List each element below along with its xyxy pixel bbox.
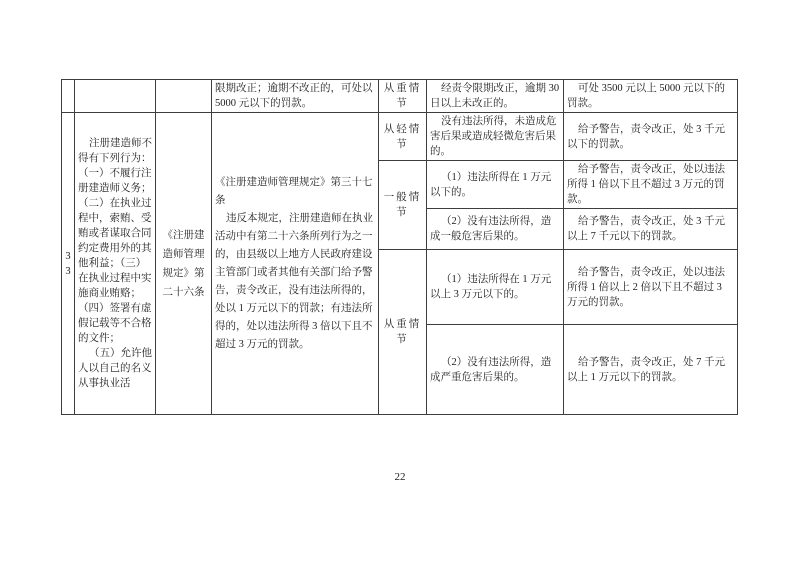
penalty-basis-body: 违反本规定，注册建造师在执业活动中有第二十六条所列行为之一的，由县级以上地方人民政府建设主管部门或者其他有关部门给予警告，责令改正，没有违法所得的，处以 1 万元以下的罚款；有违法所得的，处以违法所得 3 倍以下且不超过 3 万元的罚款。 [215, 212, 374, 350]
row33-number: 33 [62, 113, 75, 415]
severity-label-general: 一般情节 [379, 161, 427, 250]
aggravated-standard-2-text: 给予警告，责令改正，处 7 千元以上 1 万元以下的罚款。 [567, 356, 726, 383]
general-standard-2-text: 给予警告，责令改正，处 3 千元以上 7 千元以下的罚款。 [567, 216, 726, 242]
carryover-no-cell [62, 80, 75, 113]
aggravated-circumstance-2 [427, 325, 564, 415]
general-standard-1-text: 给予警告，责令改正，处以违法所得 1 倍以下且不超过 3 万元的罚款。 [567, 164, 726, 205]
general-circumstance-1-text: （1）违法所得在 1 万元以下的。 [430, 171, 552, 198]
general-circumstance-2 [427, 209, 564, 250]
penalty-table [61, 79, 738, 415]
aggravated-standard-1-text: 给予警告，责令改正，处以违法所得 1 倍以上 2 倍以下且不超过 3 万元的罚款。 [567, 266, 726, 308]
severity-label-mitigated: 从轻情节 [379, 113, 427, 161]
mitigated-circumstance [427, 113, 564, 161]
carryover-severity-label: 从重情节 [379, 80, 427, 113]
carryover-standard-text: 可处 3500 元以上 5000 元以下的罚款。 [567, 83, 726, 109]
table-row [62, 80, 738, 113]
carryover-standard [564, 80, 738, 113]
general-standard-2 [564, 209, 738, 250]
aggravated-circumstance-2-text: （2）没有违法所得，造成严重危害后果的。 [430, 356, 552, 383]
general-circumstance-1 [427, 161, 564, 209]
aggravated-circumstance-1-text: （1）违法所得在 1 万元以上 3 万元以下的。 [430, 274, 552, 300]
page-number: 22 [394, 471, 406, 483]
mitigated-circumstance-text: 没有违法所得，未造成危害后果或造成轻微危害后果的。 [430, 116, 557, 157]
table-row [62, 113, 738, 161]
penalty-basis-title: 《注册建造师管理规定》第三十七条 [215, 176, 373, 206]
row33-illegal-act [75, 113, 156, 415]
row33-legal-basis: 《注册建造师管理规定》第二十六条 [156, 113, 212, 415]
carryover-basis-cell [156, 80, 212, 113]
aggravated-circumstance-1 [427, 250, 564, 325]
illegal-act-paragraph-1: 注册建造师不得有下列行为：（一）不履行注册建造师义务；（二）在执业过程中，索贿、受贿或者谋取合同约定费用外的其他利益；（三）在执业过程中实施商业贿赂；（四）签署有虚假记载等不合格的文件； [78, 138, 153, 344]
carryover-circumstance-text: 经责令限期改正，逾期 30 日以上未改正的。 [430, 83, 560, 109]
mitigated-standard [564, 113, 738, 161]
aggravated-standard-2 [564, 325, 738, 415]
carryover-penalty-basis-text: 限期改正；逾期不改正的，可处以 5000 元以下的罚款。 [215, 83, 373, 109]
severity-label-aggravated: 从重情节 [379, 250, 427, 415]
general-circumstance-2-text: （2）没有违法所得，造成一般危害后果的。 [430, 216, 552, 242]
carryover-penalty-basis [212, 80, 379, 113]
aggravated-standard-1 [564, 250, 738, 325]
mitigated-standard-text: 给予警告，责令改正，处 3 千元以下的罚款。 [567, 123, 726, 150]
carryover-circumstance [427, 80, 564, 113]
illegal-act-paragraph-2: （五）允许他人以自己的名义从事执业活 [78, 348, 153, 389]
general-standard-1 [564, 161, 738, 209]
carryover-act-cell [75, 80, 156, 113]
row33-penalty-basis [212, 113, 379, 415]
